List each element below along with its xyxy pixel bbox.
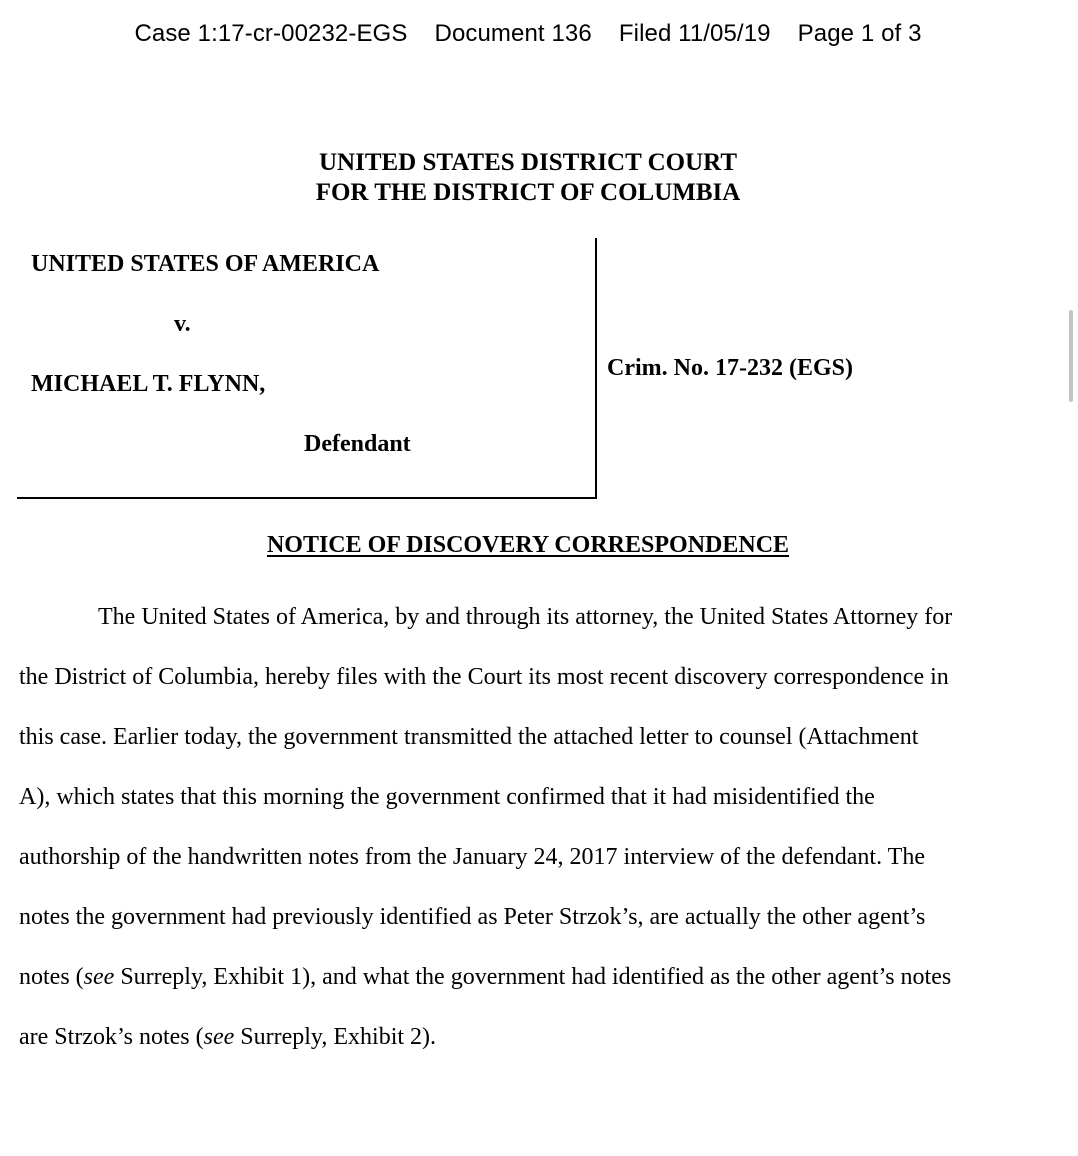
filing-stamp: Case 1:17-cr-00232-EGS Document 136 Filed 11/05/19 Page 1 of 3 [134,20,922,47]
caption-horizontal-rule [17,497,597,499]
caption-defendant-name: MICHAEL T. FLYNN, [31,371,266,397]
court-district: FOR THE DISTRICT OF COLUMBIA [315,179,741,206]
case-number: Crim. No. 17-232 (EGS) [607,355,853,381]
body-citation-signal: see [203,1024,235,1050]
scrollbar-thumb[interactable] [1069,310,1073,402]
body-line: The United States of America, by and through its attorney, the United States Attorney for [98,604,953,630]
notice-body [19,587,1039,1067]
body-text-segment: Surreply, Exhibit 1), and what the government had identified as the other agent’s notes [114,964,952,990]
body-line: notes the government had previously identified as Peter Strzok’s, are actually the other agent’s [19,904,926,930]
court-heading [0,148,1056,208]
body-line [19,1007,1039,1067]
body-line: authorship of the handwritten notes from the January 24, 2017 interview of the defendant. The [19,844,925,870]
body-line: this case. Earlier today, the government transmitted the attached letter to counsel (Attachment [19,724,919,750]
body-line: the District of Columbia, hereby files with the Court its most recent discovery correspondence in [19,664,949,690]
body-line: A), which states that this morning the government confirmed that it had misidentified the [19,784,875,810]
caption-defendant-label: Defendant [304,431,411,457]
caption-versus: v. [174,311,191,337]
notice-title: NOTICE OF DISCOVERY CORRESPONDENCE [266,532,790,558]
court-name: UNITED STATES DISTRICT COURT [319,149,737,176]
body-line [19,947,1039,1007]
body-text-segment: notes ( [19,964,84,990]
body-text-segment: are Strzok’s notes ( [19,1024,204,1050]
caption-plaintiff: UNITED STATES OF AMERICA [31,251,380,277]
body-citation-signal: see [83,964,115,990]
caption-vertical-rule [595,238,597,498]
body-text-segment: Surreply, Exhibit 2). [234,1024,437,1050]
